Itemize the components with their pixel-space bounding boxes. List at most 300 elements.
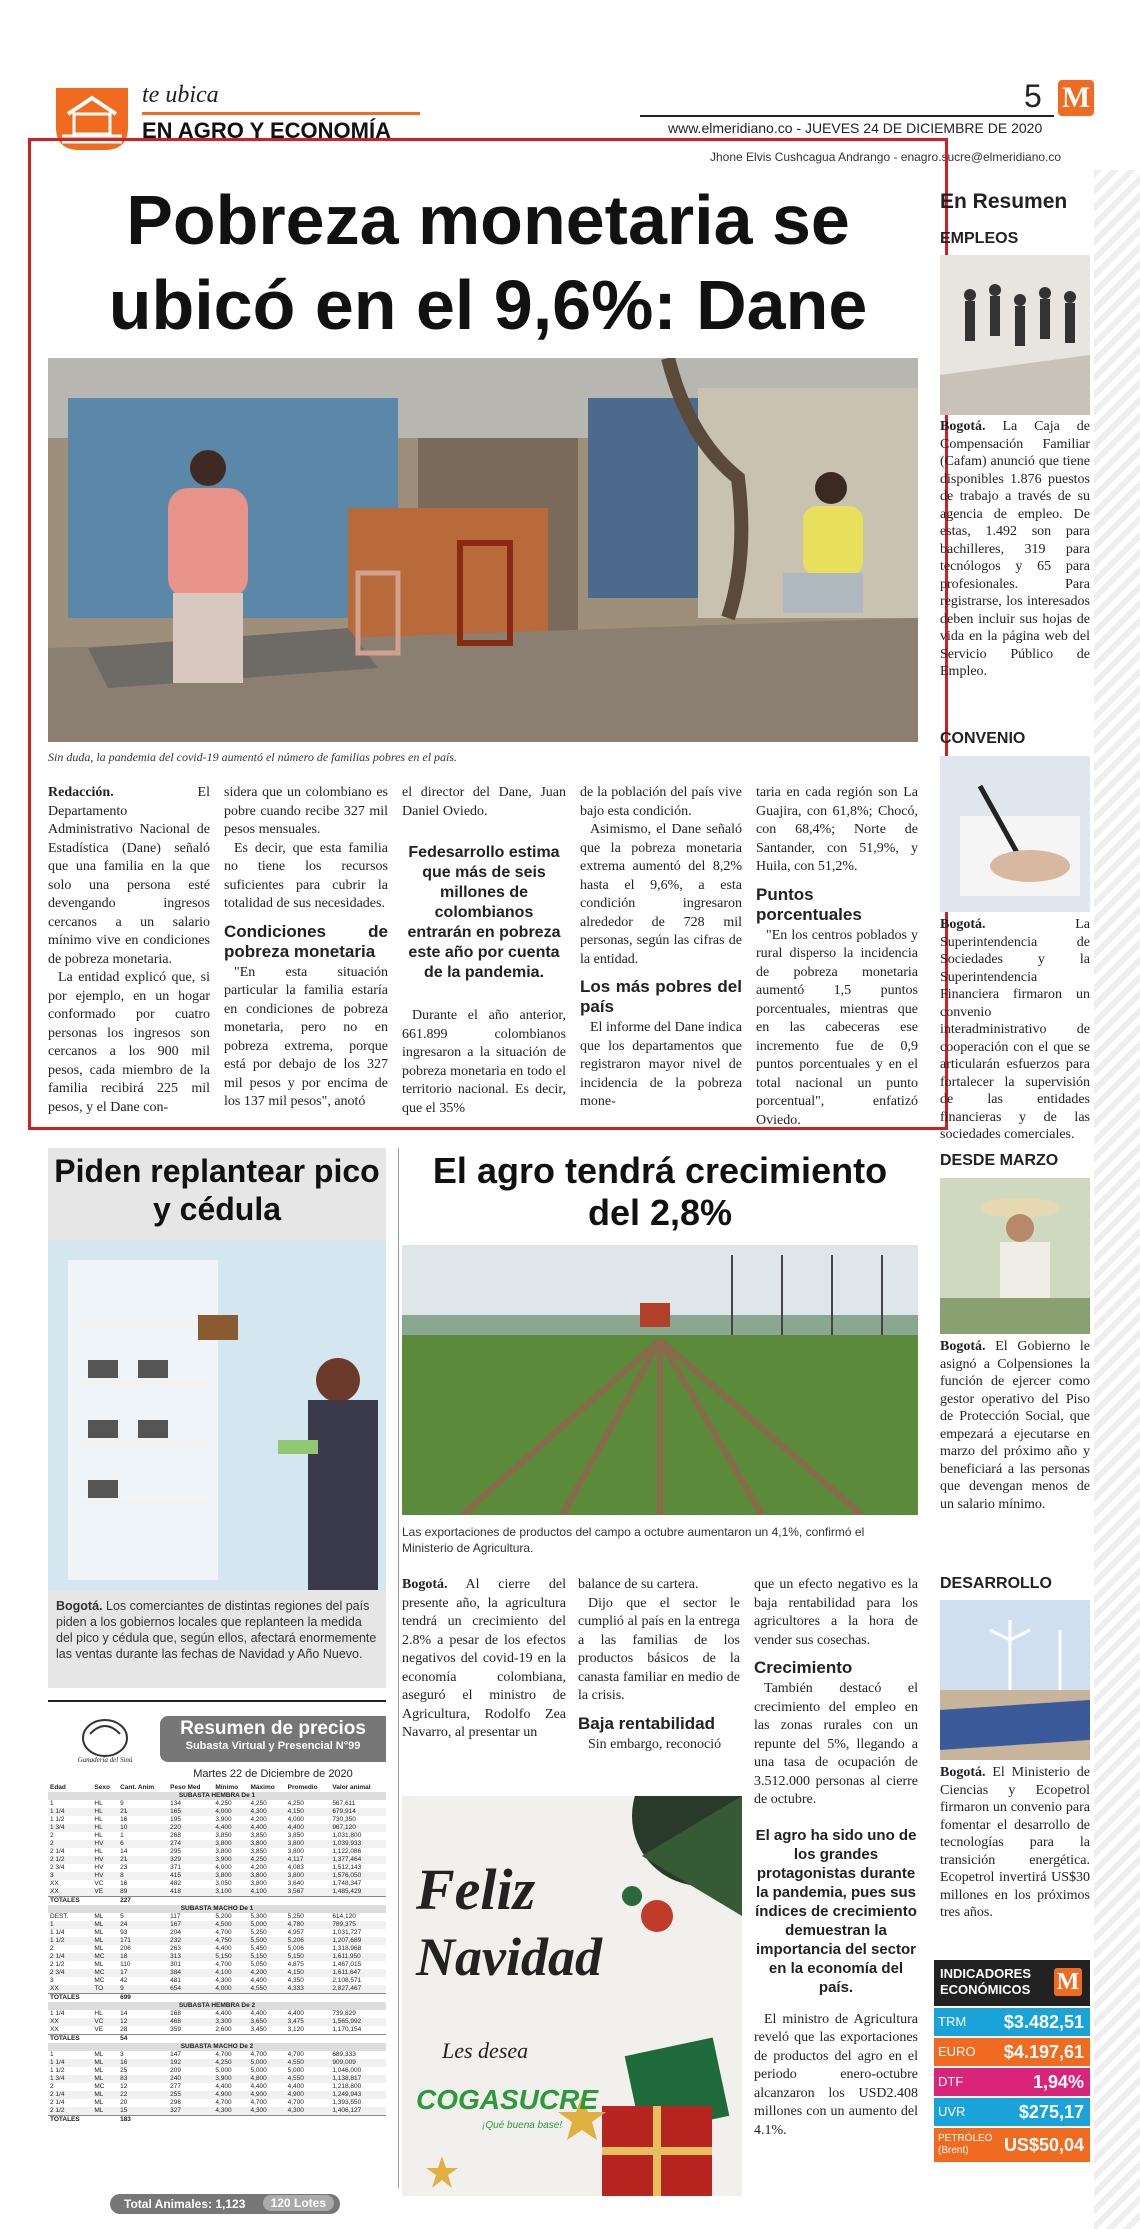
table-cell: VE bbox=[94, 2026, 104, 2033]
table-cell: 4,750 bbox=[215, 1937, 232, 1944]
table-cell: 4,400 bbox=[287, 2010, 304, 2017]
main-col-4 bbox=[580, 784, 742, 1112]
table-cell: 4,400 bbox=[250, 1824, 267, 1831]
table-cell: 1,122,086 bbox=[332, 1848, 362, 1855]
prices-title: Resumen de precios bbox=[180, 1718, 366, 1739]
column-header: Cant. Anim bbox=[120, 1784, 155, 1791]
table-cell: 679,914 bbox=[332, 1808, 356, 1815]
table-cell: 21 bbox=[120, 1808, 128, 1815]
sidebar-head-desde-marzo: DESDE MARZO bbox=[940, 1152, 1059, 1169]
table-cell: 1 1/4 bbox=[50, 1929, 65, 1936]
table-cell: 54 bbox=[120, 2035, 128, 2042]
table-cell: 1,611,647 bbox=[332, 1969, 361, 1976]
table-cell: 209 bbox=[170, 2067, 182, 2074]
table-row bbox=[48, 1880, 386, 1888]
sidebar-title: En Resumen bbox=[940, 190, 1068, 213]
paragraph: La entidad explicó que, si por ejemplo, en un hogar conformado por cuatro personas los ingresos son cercanos a los 900 mil pesos, cada miembro de la familia recibirá 225 mil pesos, y el Dane con- bbox=[48, 970, 210, 1115]
table-cell: 89 bbox=[120, 1888, 128, 1895]
table-cell: 4,800 bbox=[250, 2075, 267, 2082]
prices-table bbox=[48, 1784, 386, 2124]
table-cell: 3 bbox=[120, 2051, 124, 2058]
table-cell: 2 1/4 bbox=[50, 1953, 65, 1960]
section-label-top: te ubica bbox=[142, 82, 219, 108]
table-cell: VE bbox=[94, 1888, 104, 1895]
table-cell: 3,900 bbox=[215, 2075, 232, 2082]
table-cell: ML bbox=[94, 2107, 104, 2114]
table-cell: 220 bbox=[170, 1824, 182, 1831]
table-cell: 3,120 bbox=[287, 2026, 304, 2033]
table-cell: 6 bbox=[120, 1840, 124, 1847]
sidebar-photo-empleos bbox=[940, 255, 1090, 415]
table-cell: 1 1/2 bbox=[50, 2067, 65, 2074]
table-cell: HL bbox=[94, 2010, 103, 2017]
table-cell: 4,150 bbox=[287, 1969, 304, 1976]
table-cell: MC bbox=[94, 1969, 105, 1976]
indicators-logo: M bbox=[1054, 1968, 1082, 1996]
table-cell bbox=[330, 1897, 386, 1906]
table-cell: 1,611,950 bbox=[332, 1953, 361, 1960]
table-cell: 4,400 bbox=[250, 2083, 267, 2090]
indicator-value: $275,17 bbox=[1018, 2102, 1084, 2122]
table-cell bbox=[213, 1994, 248, 2003]
prices-logo bbox=[70, 1712, 140, 1772]
byline: Jhone Elvis Cushcagua Andrango - enagro.sucre@elmeridiano.co bbox=[710, 150, 1062, 164]
paragraph: que un efecto negativo es la baja rentabilidad para los agricultores a la hora de vender sus cosechas. bbox=[754, 1577, 918, 1648]
sidebar-photo-convenio bbox=[940, 756, 1090, 912]
header-rule bbox=[640, 115, 1054, 117]
table-row bbox=[48, 1953, 386, 1961]
table-cell: 28 bbox=[120, 2026, 128, 2033]
prices-rule bbox=[48, 1700, 386, 1702]
table-cell: 1 1/4 bbox=[50, 2010, 65, 2017]
paragraph: Los comerciantes de distintas regiones del país piden a los gobiernos locales que replanteen la medida del pico y cédula que, según ellos, afectará enormemente las ventas durante las fechas de Navidad y Año Nuevo. bbox=[56, 1599, 377, 1661]
dateline-lead: Redacción. bbox=[48, 785, 114, 800]
table-cell bbox=[168, 1994, 213, 2003]
indicator-label: PETRÓLEO (Brent) bbox=[938, 2133, 993, 2156]
table-row bbox=[48, 1977, 386, 1985]
sidebar-text-desde-marzo bbox=[940, 1338, 1090, 1513]
agro-headline: El agro tendrá crecimiento del 2,8% bbox=[432, 1150, 888, 1233]
indicator-value: US$50,04 bbox=[1003, 2135, 1084, 2155]
table-row bbox=[48, 1921, 386, 1929]
paragraph: La Caja de Compensación Familiar (Cafam) anunció que tiene disponibles 1.876 puestos de trabajo a través de su agencia de empleo. De estas, 1.492 son para bachilleres, 319 para tecnólogos y 65 para profesionales. Para registrarse, los interesados deben incluir sus hojas de vida en la página web del Servicio Público de Empleo. bbox=[940, 419, 1090, 679]
column-header: Valor animal bbox=[332, 1784, 371, 1791]
table-cell: 5,200 bbox=[215, 1913, 232, 1920]
table-cell: 2 1/2 bbox=[50, 1856, 65, 1863]
table-cell bbox=[213, 2035, 248, 2044]
table-cell: ML bbox=[94, 2091, 104, 2098]
table-cell: 232 bbox=[170, 1937, 182, 1944]
totals-row bbox=[48, 2035, 386, 2044]
paragraph: "En esta situación particular la familia estaría en condiciones de pobreza monetaria, pero no en pobreza extrema, porque está por debajo de los 327 mil pesos y por encima de los 137 mil pesos", anotó bbox=[224, 964, 388, 1109]
section-label-main: EN AGRO Y ECONOMÍA bbox=[142, 118, 391, 143]
table-cell: 415 bbox=[170, 1872, 182, 1879]
table-cell: 418 bbox=[170, 1888, 182, 1895]
table-cell: 192 bbox=[170, 2059, 182, 2066]
table-cell: ML bbox=[94, 1921, 104, 1928]
indicator-petroleo bbox=[934, 2128, 1090, 2162]
table-cell bbox=[249, 2116, 286, 2125]
table-cell: 23 bbox=[120, 1864, 128, 1871]
table-cell: 4,400 bbox=[215, 2010, 232, 2017]
table-cell: 4,300 bbox=[287, 2107, 304, 2114]
total-lots: 120 Lotes bbox=[263, 2195, 334, 2211]
table-row bbox=[48, 1808, 386, 1816]
table-cell: 42 bbox=[120, 1977, 128, 1984]
table-cell: 4,000 bbox=[215, 1864, 232, 1871]
table-cell: MC bbox=[94, 1977, 105, 1984]
table-cell: 739,829 bbox=[332, 2010, 356, 2017]
table-cell: 329 bbox=[170, 1856, 182, 1863]
table-cell: 2 bbox=[50, 2083, 54, 2090]
table-cell: TOTALES bbox=[50, 1897, 80, 1904]
table-cell: 3,300 bbox=[215, 2018, 232, 2025]
table-cell: 171 bbox=[120, 1937, 131, 1944]
table-cell bbox=[330, 2116, 386, 2125]
dateline-lead: Bogotá. bbox=[940, 917, 986, 932]
totals-row bbox=[48, 1897, 386, 1906]
prices-table-wrap bbox=[48, 1784, 386, 2192]
agro-photo bbox=[402, 1245, 918, 1515]
totals-row bbox=[48, 1994, 386, 2003]
table-cell: 165 bbox=[170, 1808, 182, 1815]
table-cell: 227 bbox=[120, 1897, 131, 1904]
table-cell: 1,512,143 bbox=[332, 1864, 362, 1871]
table-cell: 4,550 bbox=[287, 2075, 304, 2082]
paragraph: El informe del Dane indica que los departamentos que registraron mayor nivel de incidencia de la pobreza mone- bbox=[580, 1020, 742, 1109]
table-cell: 9 bbox=[120, 1800, 124, 1807]
table-cell bbox=[168, 2035, 213, 2044]
table-cell: ML bbox=[94, 2067, 104, 2074]
table-row bbox=[48, 1856, 386, 1864]
table-cell: 3,800 bbox=[250, 1872, 267, 1879]
table-cell: 359 bbox=[170, 2026, 182, 2033]
table-cell: 3,850 bbox=[215, 1832, 232, 1839]
table-cell: 4,900 bbox=[287, 2091, 304, 2098]
indicator-trm bbox=[934, 2008, 1090, 2036]
table-cell: 4,083 bbox=[287, 1864, 304, 1871]
indicator-label: DTF bbox=[938, 2074, 964, 2089]
table-row bbox=[48, 1913, 386, 1921]
table-cell: 3 bbox=[50, 1977, 54, 1984]
prices-header-row bbox=[48, 1784, 386, 1792]
table-cell: ML bbox=[94, 1929, 104, 1936]
table-cell: 9 bbox=[120, 1985, 124, 1992]
paragraph: sidera que un colombiano es pobre cuando recibe 327 mil pesos mensuales. bbox=[224, 785, 388, 837]
table-cell: 1 3/4 bbox=[50, 2075, 65, 2082]
table-cell: 16 bbox=[120, 2059, 128, 2066]
table-cell: 3,900 bbox=[215, 1856, 232, 1863]
main-col-5 bbox=[756, 784, 918, 1130]
table-row bbox=[48, 1824, 386, 1832]
table-cell: 3,650 bbox=[250, 2018, 267, 2025]
table-cell: 2 1/4 bbox=[50, 2099, 65, 2106]
prices-footer bbox=[110, 2194, 340, 2214]
table-cell: 1,249,943 bbox=[332, 2091, 362, 2098]
table-cell: 1,467,015 bbox=[332, 1961, 362, 1968]
page-number: 5 bbox=[1024, 78, 1042, 114]
pico-headline: Piden replantear pico y cédula bbox=[54, 1153, 380, 1227]
table-cell: TO bbox=[94, 1985, 104, 1992]
table-cell: 255 bbox=[170, 2091, 182, 2098]
table-cell: 3,800 bbox=[215, 1840, 232, 1847]
table-row bbox=[48, 1864, 386, 1872]
subhead: Baja rentabilidad bbox=[578, 1713, 715, 1733]
table-cell bbox=[249, 2035, 286, 2044]
table-cell: 482 bbox=[170, 1880, 182, 1887]
table-cell: 3,567 bbox=[287, 1888, 304, 1895]
table-cell: 1 bbox=[50, 1921, 54, 1928]
table-cell: ML bbox=[94, 2099, 104, 2106]
table-cell: 22 bbox=[120, 2091, 128, 2098]
table-cell: 1,046,000 bbox=[332, 2067, 362, 2074]
table-cell: 110 bbox=[120, 1961, 131, 1968]
table-cell: 295 bbox=[170, 1848, 182, 1855]
table-cell: 4,780 bbox=[287, 1921, 304, 1928]
table-cell: 4,333 bbox=[287, 1985, 304, 1992]
sidebar-photo-desarrollo bbox=[940, 1600, 1090, 1760]
table-cell: 3,850 bbox=[250, 1832, 267, 1839]
table-cell: 567,611 bbox=[332, 1800, 356, 1807]
paragraph: La Superintendencia de Sociedades y la Superintendencia Financiera firmaron un convenio interadministrativo de cooperación con el que se articularán esfuerzos para fortalecer la supervisión de las entidades financieras y de las sociedades comerciales. bbox=[940, 917, 1090, 1142]
table-cell: 2 3/4 bbox=[50, 1864, 65, 1871]
table-cell: 1 1/2 bbox=[50, 1816, 65, 1823]
table-cell: 134 bbox=[170, 1800, 182, 1807]
table-cell: HL bbox=[94, 1800, 103, 1807]
table-cell bbox=[330, 2035, 386, 2044]
dateline-lead: Bogotá. bbox=[940, 1339, 986, 1354]
indicator-dtf bbox=[934, 2068, 1090, 2096]
table-cell: 1,485,429 bbox=[332, 1888, 362, 1895]
table-cell: 5,000 bbox=[287, 2067, 304, 2074]
table-cell: 4,700 bbox=[215, 2099, 232, 2106]
table-cell: 1,565,992 bbox=[332, 2018, 362, 2025]
table-cell: 25 bbox=[120, 2067, 128, 2074]
table-cell: 4,700 bbox=[287, 2099, 304, 2106]
table-cell: 4,400 bbox=[215, 1824, 232, 1831]
table-cell: 4,100 bbox=[250, 1888, 267, 1895]
table-cell: 14 bbox=[120, 2010, 128, 2017]
indicator-euro bbox=[934, 2038, 1090, 2066]
table-cell: 789,375 bbox=[332, 1921, 356, 1928]
table-cell: 167 bbox=[170, 1921, 182, 1928]
table-cell: 5,300 bbox=[250, 1913, 267, 1920]
table-row bbox=[48, 2010, 386, 2018]
table-cell: 3,900 bbox=[215, 1816, 232, 1823]
table-cell: XX bbox=[50, 1880, 59, 1887]
sidebar-head-empleos: EMPLEOS bbox=[940, 230, 1019, 247]
table-cell: 699 bbox=[120, 1994, 131, 2001]
table-cell: HV bbox=[94, 1840, 104, 1847]
table-cell: 16 bbox=[120, 1816, 128, 1823]
table-row bbox=[48, 2059, 386, 2067]
table-cell: 4,400 bbox=[250, 2010, 267, 2017]
main-headline: Pobreza monetaria se ubicó en el 9,6%: Dane bbox=[108, 181, 868, 344]
paragraph: taria en cada región son La Guajira, con 61,8%; Chocó, con 68,4%; Norte de Santander, con 51,9%, y Huila, con 51,2%. bbox=[756, 785, 918, 874]
table-cell: 4,300 bbox=[215, 1977, 232, 1984]
table-cell: 481 bbox=[170, 1977, 182, 1984]
agro-col-1 bbox=[402, 1576, 566, 1743]
table-cell: 1 bbox=[50, 2051, 54, 2058]
table-cell: 4,117 bbox=[287, 1856, 304, 1863]
table-cell: XX bbox=[50, 1985, 59, 1992]
table-row bbox=[48, 2051, 386, 2059]
indicator-value: $3.482,51 bbox=[1003, 2012, 1084, 2032]
table-cell: 1,031,727 bbox=[332, 1929, 362, 1936]
table-cell: 689,333 bbox=[332, 2051, 356, 2058]
table-cell: 2,108,571 bbox=[332, 1977, 362, 1984]
table-cell bbox=[286, 2116, 331, 2125]
table-cell: 12 bbox=[120, 2083, 128, 2090]
table-cell: 2 bbox=[50, 1832, 54, 1839]
indicators-header bbox=[934, 1960, 1090, 2006]
section-rule bbox=[142, 112, 420, 115]
table-cell: MC bbox=[94, 1953, 105, 1960]
table-cell: ML bbox=[94, 2075, 104, 2082]
column-header: Mínimo bbox=[215, 1784, 239, 1791]
table-row bbox=[48, 1888, 386, 1897]
table-cell: 3,640 bbox=[287, 1880, 304, 1887]
table-cell: 2 1/4 bbox=[50, 1848, 65, 1855]
table-cell: 371 bbox=[170, 1864, 182, 1871]
table-cell: 1,377,464 bbox=[332, 1856, 362, 1863]
table-cell bbox=[286, 1897, 331, 1906]
table-cell: MC bbox=[94, 2083, 105, 2090]
table-cell bbox=[92, 1994, 118, 2003]
table-cell: 1,393,550 bbox=[332, 2099, 362, 2106]
group-header-row bbox=[48, 1792, 386, 1800]
table-cell: TOTALES bbox=[50, 2116, 80, 2123]
table-cell: 5,450 bbox=[250, 1945, 267, 1952]
table-cell: 24 bbox=[120, 1921, 128, 1928]
table-cell: 3,050 bbox=[215, 1880, 232, 1887]
table-cell: 4,400 bbox=[215, 2083, 232, 2090]
indicator-label: EURO bbox=[938, 2044, 976, 2059]
brand-logo bbox=[1058, 80, 1094, 116]
table-cell: ML bbox=[94, 1913, 104, 1920]
totals-row bbox=[48, 2116, 386, 2125]
table-cell bbox=[168, 2116, 213, 2125]
table-cell: 18 bbox=[120, 1953, 128, 1960]
table-cell: 5,250 bbox=[287, 1913, 304, 1920]
table-cell: TOTALES bbox=[50, 2035, 80, 2042]
ad-line-1: Feliz bbox=[416, 1857, 536, 1922]
indicator-value: $4.197,61 bbox=[1003, 2042, 1084, 2062]
table-cell: 4,300 bbox=[250, 1808, 267, 1815]
table-row bbox=[48, 1985, 386, 1994]
table-cell bbox=[249, 1994, 286, 2003]
table-cell: 2 bbox=[50, 1945, 54, 1952]
paragraph: "En los centros poblados y rural disperso la incidencia de pobreza monetaria aumentó 1,5 puntos porcentuales, mientras que en las cabeceras ese incremento fue de 0,9 puntos porcentuales y en el total nacional un punto porcentual", enfatizó Oviedo. bbox=[756, 927, 918, 1128]
sidebar-text-empleos bbox=[940, 418, 1090, 681]
table-cell: HL bbox=[94, 1816, 103, 1823]
table-cell: 3,800 bbox=[287, 1872, 304, 1879]
table-cell: 5,000 bbox=[215, 2067, 232, 2074]
table-cell: 654 bbox=[170, 1985, 182, 1992]
table-cell: 301 bbox=[170, 1961, 182, 1968]
table-cell: 5,050 bbox=[250, 1961, 267, 1968]
dateline-lead: Bogotá. bbox=[940, 419, 986, 434]
table-cell: HV bbox=[94, 1872, 104, 1879]
table-cell: 4,400 bbox=[215, 1945, 232, 1952]
table-row bbox=[48, 2107, 386, 2116]
group-header-row bbox=[48, 2002, 386, 2010]
table-cell: 268 bbox=[170, 1832, 182, 1839]
column-header: Máximo bbox=[250, 1784, 275, 1791]
table-cell: 4,300 bbox=[215, 2107, 232, 2114]
pico-text bbox=[56, 1598, 380, 1662]
brand-logo-letter: M bbox=[1061, 81, 1091, 114]
table-cell: ML bbox=[94, 1961, 104, 1968]
table-cell: 1,039,933 bbox=[332, 1840, 362, 1847]
main-col-3 bbox=[402, 784, 566, 1118]
table-cell: 4,400 bbox=[250, 1977, 267, 1984]
table-cell: 1 3/4 bbox=[50, 1824, 65, 1831]
table-cell: 2 1/4 bbox=[50, 2091, 65, 2098]
table-cell: 2,600 bbox=[215, 2026, 232, 2033]
table-cell: 3,100 bbox=[215, 1888, 232, 1895]
table-cell: 195 bbox=[170, 1816, 182, 1823]
table-cell: 8 bbox=[120, 1872, 124, 1879]
paragraph: También destacó el crecimiento del empleo en las zonas rurales con un repunte del 5%, llegando a una tasa de ocupación de 3.512.000 personas al cierre de octubre. bbox=[754, 1681, 918, 1807]
table-row bbox=[48, 1929, 386, 1937]
column-header: Sexo bbox=[94, 1784, 110, 1791]
table-cell: 4,200 bbox=[250, 1969, 267, 1976]
paragraph: El Departamento Administrativo Nacional de Estadística (Dane) señaló que una familia en la que solo una persona esté devengando ingresos cercanos a un salario mínimo vive en condiciones de pobreza monetaria. bbox=[48, 785, 210, 967]
table-cell: 93 bbox=[120, 1929, 128, 1936]
ad-line-2: Navidad bbox=[416, 1927, 602, 1987]
table-cell: 5,250 bbox=[250, 1929, 267, 1936]
table-cell: 1,576,050 bbox=[332, 1872, 362, 1879]
table-cell: 16 bbox=[120, 1880, 128, 1887]
paragraph: Dijo que el sector le cumplió al país en la entrega a las familias de los productos básicos de la canasta familiar en medio de la crisis. bbox=[578, 1595, 740, 1703]
table-cell: HV bbox=[94, 1856, 104, 1863]
table-cell: 14 bbox=[120, 1848, 128, 1855]
table-cell bbox=[286, 2035, 331, 2044]
table-cell: 4,250 bbox=[250, 1856, 267, 1863]
table-row bbox=[48, 2067, 386, 2075]
table-cell: 1,207,689 bbox=[332, 1937, 362, 1944]
divider bbox=[398, 1148, 399, 2188]
table-cell: 4,900 bbox=[215, 2091, 232, 2098]
group-header: SUBASTA HEMBRA De 1 bbox=[48, 1792, 386, 1800]
table-cell: XX bbox=[50, 1888, 59, 1895]
sidebar-head-desarrollo: DESARROLLO bbox=[940, 1575, 1052, 1592]
table-cell: 20 bbox=[120, 2099, 128, 2106]
table-cell: 4,700 bbox=[215, 1929, 232, 1936]
table-cell: 3,850 bbox=[287, 1832, 304, 1839]
table-cell: 117 bbox=[170, 1913, 181, 1920]
table-cell: 83 bbox=[120, 2075, 128, 2082]
table-cell: 1,031,800 bbox=[332, 1832, 362, 1839]
table-cell: 1,218,800 bbox=[332, 2083, 362, 2090]
table-cell: 183 bbox=[120, 2116, 131, 2123]
table-cell: 4,700 bbox=[287, 2051, 304, 2058]
table-cell: HL bbox=[94, 1832, 103, 1839]
table-cell: 4,700 bbox=[215, 1961, 232, 1968]
table-cell: ML bbox=[94, 2059, 104, 2066]
paragraph: Es decir, que esta familia no tiene los recursos suficientes para cubrir la totalidad de sus necesidades. bbox=[224, 840, 388, 911]
table-cell: 3,800 bbox=[250, 1840, 267, 1847]
table-cell: 296 bbox=[170, 2099, 182, 2106]
table-cell: 4,700 bbox=[250, 2099, 267, 2106]
table-cell: 240 bbox=[170, 2075, 182, 2082]
table-cell: 5 bbox=[120, 1913, 124, 1920]
table-cell: 5,000 bbox=[250, 2067, 267, 2074]
table-cell: 909,009 bbox=[332, 2059, 356, 2066]
table-cell: 614,120 bbox=[332, 1913, 356, 1920]
table-cell: 4,550 bbox=[287, 2059, 304, 2066]
